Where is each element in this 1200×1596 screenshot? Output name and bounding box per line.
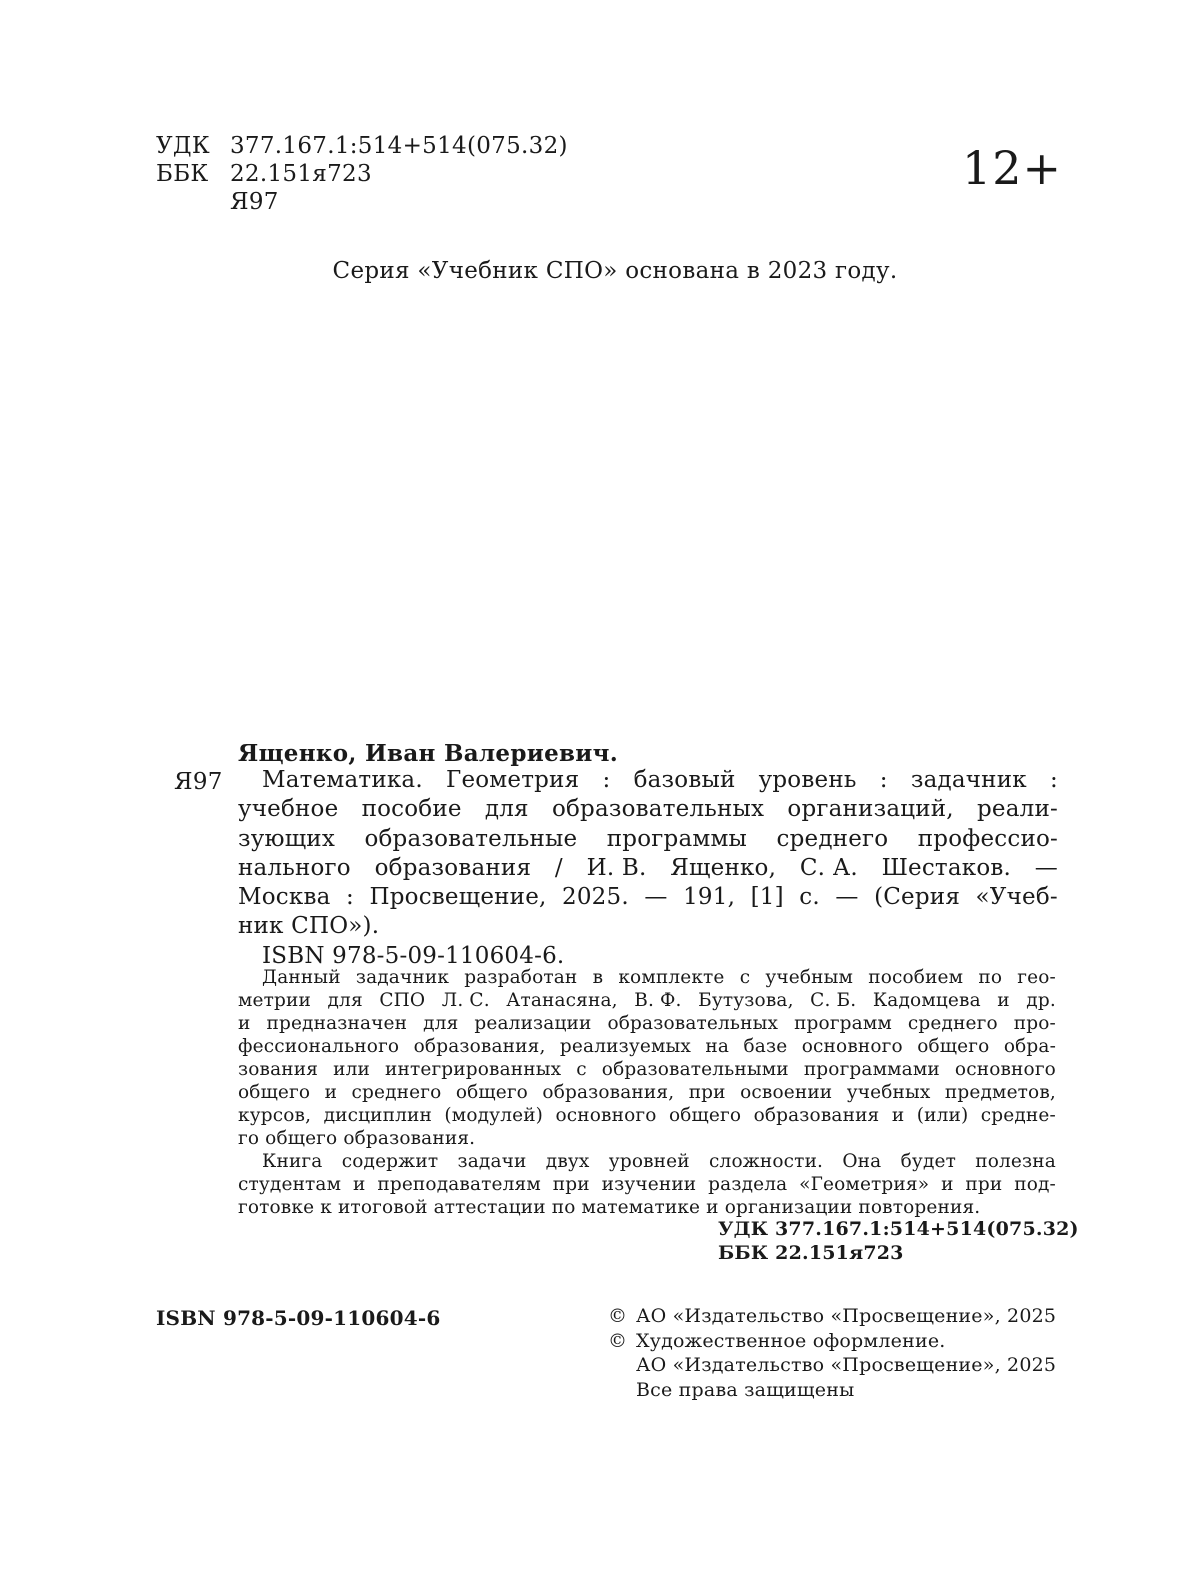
word: С. Б. — [810, 990, 857, 1011]
word: задачи — [457, 1151, 527, 1172]
word: и — [324, 1082, 338, 1103]
copyright-block — [608, 1304, 1056, 1402]
text-line — [238, 1196, 1056, 1219]
word: с — [576, 1059, 587, 1080]
word: уровней — [608, 1151, 690, 1172]
word: под- — [1014, 1174, 1056, 1195]
word: Просвещение, — [369, 884, 547, 911]
word: основного — [801, 1036, 903, 1057]
word: го общего образования. — [238, 1128, 476, 1149]
word: общего — [917, 1036, 990, 1057]
text-line — [238, 1081, 1056, 1104]
word: при — [965, 1174, 1003, 1195]
word: базе — [743, 1036, 788, 1057]
word: «Геометрия» — [799, 1174, 930, 1195]
word: и — [891, 1105, 905, 1126]
word: [1] — [750, 884, 784, 911]
classification-bottom — [718, 1217, 1079, 1265]
word: задачник — [910, 767, 1027, 793]
word: с. — [799, 884, 820, 911]
word: ник СПО»). — [238, 913, 380, 940]
text-line — [238, 966, 1056, 989]
text-line — [238, 1012, 1056, 1035]
word: и — [941, 1174, 954, 1195]
word: среднего — [907, 1013, 998, 1034]
word: основного — [954, 1059, 1056, 1080]
word: и — [353, 1174, 366, 1195]
word: учебное — [238, 796, 339, 823]
word: и — [238, 1013, 251, 1034]
text-line — [238, 1150, 1056, 1173]
word: в — [592, 967, 604, 988]
word: программ — [794, 1013, 892, 1034]
word: учебным — [765, 967, 854, 988]
word: на — [705, 1036, 730, 1057]
text-line — [238, 766, 1058, 795]
copyright-symbol: © — [608, 1305, 628, 1327]
word: образовательные — [364, 825, 578, 852]
text-line — [238, 854, 1058, 883]
word: реали- — [977, 796, 1058, 823]
isbn-bottom: ISBN 978-5-09-110604-6 — [156, 1306, 441, 1330]
word: образования, — [542, 1082, 675, 1103]
word: 191, — [683, 884, 736, 911]
word: по — [978, 967, 1003, 988]
word: : — [1049, 767, 1058, 793]
text-line — [238, 1173, 1056, 1196]
record-author-mark: Я97 — [174, 769, 223, 795]
word: предназначен — [266, 1013, 408, 1034]
record-author: Ященко, Иван Валериевич. — [238, 740, 619, 767]
word: зования — [238, 1059, 319, 1080]
word: общего — [238, 1082, 311, 1103]
word: и — [997, 990, 1010, 1011]
word: двух — [545, 1151, 590, 1172]
word: зующих — [238, 825, 335, 852]
word: учебных — [846, 1082, 931, 1103]
word: нального — [238, 854, 351, 881]
word: полезна — [975, 1151, 1056, 1172]
word: : — [602, 767, 611, 793]
word: среднего — [351, 1082, 442, 1103]
word: или — [333, 1059, 370, 1080]
udc-line — [156, 132, 568, 160]
udc-bottom: УДК 377.167.1:514+514(075.32) — [718, 1218, 1079, 1240]
word: среднего — [776, 825, 889, 852]
word: сложности. — [709, 1151, 824, 1172]
copyright-line-1 — [608, 1304, 1056, 1329]
bbk-bottom: ББК 22.151я723 — [718, 1242, 904, 1264]
word: освоении — [740, 1082, 833, 1103]
text-line — [238, 795, 1058, 824]
word: (модулей) — [444, 1105, 544, 1126]
word: раздела — [708, 1174, 788, 1195]
word: пособием — [868, 967, 964, 988]
word: Геометрия — [446, 767, 580, 793]
series-note: Серия «Учебник СПО» основана в 2023 году. — [332, 258, 898, 284]
word: дисциплин — [323, 1105, 432, 1126]
author-mark-top: Я97 — [230, 189, 279, 215]
word: для — [423, 1013, 459, 1034]
word: для — [327, 990, 363, 1011]
word: пособие — [361, 796, 462, 823]
word: при — [552, 1174, 590, 1195]
word: Математика. — [262, 767, 423, 793]
word: 2025. — [562, 884, 629, 911]
copyright-design: Художественное оформление. — [636, 1329, 946, 1352]
word: Шестаков. — [881, 854, 1012, 881]
word: программами — [803, 1059, 940, 1080]
word: образовательных — [607, 1013, 779, 1034]
word: Книга — [262, 1151, 323, 1172]
word: / — [554, 854, 563, 881]
annotation-paragraph-2 — [238, 1150, 1056, 1219]
copyright-holder: АО «Издательство «Просвещение», 2025 — [636, 1305, 1057, 1327]
text-line — [238, 1127, 1056, 1150]
word: интегрированных — [385, 1059, 562, 1080]
word: организаций, — [787, 796, 954, 823]
bbk-line — [156, 160, 372, 188]
word: реализации — [474, 1013, 592, 1034]
record-description — [238, 766, 1058, 971]
record-lines — [238, 766, 1058, 942]
text-line — [238, 825, 1058, 854]
copyright-line-4: Все права защищены — [636, 1378, 855, 1401]
word: Л. С. — [441, 990, 490, 1011]
word: Бутузова, — [698, 990, 794, 1011]
word: др. — [1026, 990, 1056, 1011]
word: — — [1034, 854, 1058, 881]
word: (Серия — [874, 884, 961, 911]
text-line — [238, 1104, 1056, 1127]
word: — — [835, 884, 859, 911]
word: СПО — [379, 990, 426, 1011]
word: базовый — [633, 767, 736, 793]
word: : — [879, 767, 888, 793]
word: готовке к итоговой аттестации по математике и организации повторения. — [238, 1197, 981, 1218]
word: содержит — [341, 1151, 439, 1172]
text-line — [238, 1035, 1056, 1058]
word: образовательных — [551, 796, 765, 823]
udc-key: УДК — [156, 133, 211, 159]
word: метрии — [238, 990, 311, 1011]
word: образовательными — [601, 1059, 789, 1080]
word: фессионального — [238, 1036, 400, 1057]
text-line — [238, 989, 1056, 1012]
text-line — [238, 912, 1058, 941]
word: Данный — [262, 967, 341, 988]
word: Ященко, — [670, 854, 777, 881]
word: Атанасяна, — [506, 990, 618, 1011]
word: программы — [606, 825, 748, 852]
text-line — [238, 883, 1058, 912]
word: будет — [900, 1151, 956, 1172]
word: средне- — [980, 1105, 1056, 1126]
age-rating: 12+ — [962, 141, 1063, 195]
word: при — [688, 1082, 726, 1103]
word: с — [739, 967, 751, 988]
word: уровень — [758, 767, 857, 793]
bbk-value: 22.151я723 — [230, 161, 372, 187]
word: про- — [1013, 1013, 1056, 1034]
word: общего — [668, 1105, 742, 1126]
word: И. В. — [586, 854, 647, 881]
word: «Учеб- — [975, 884, 1058, 911]
bbk-key: ББК — [156, 161, 209, 187]
word: преподавателям — [377, 1174, 541, 1195]
word: студентам — [238, 1174, 342, 1195]
annotation — [238, 966, 1056, 1219]
word: (или) — [916, 1105, 969, 1126]
word: : — [346, 884, 354, 911]
word: образования, — [413, 1036, 546, 1057]
word: Кадомцева — [872, 990, 981, 1011]
word: изучении — [601, 1174, 697, 1195]
udc-value: 377.167.1:514+514(075.32) — [230, 133, 568, 159]
word: образования — [374, 854, 532, 881]
word: образования — [753, 1105, 880, 1126]
word: Москва — [238, 884, 331, 911]
copyright-line-3: АО «Издательство «Просвещение», 2025 — [636, 1354, 1057, 1376]
annotation-paragraph-1 — [238, 966, 1056, 1150]
word: курсов, — [238, 1105, 312, 1126]
word: для — [484, 796, 529, 823]
word: профессио- — [917, 825, 1058, 852]
word: основного — [555, 1105, 657, 1126]
word: гео- — [1017, 967, 1056, 988]
text-line — [238, 1058, 1056, 1081]
copyright-line-2 — [608, 1329, 1056, 1354]
word: задачник — [355, 967, 450, 988]
word: реализуемых — [559, 1036, 691, 1057]
word: — — [644, 884, 668, 911]
word: Она — [842, 1151, 882, 1172]
word: В. Ф. — [634, 990, 682, 1011]
word: обра- — [1003, 1036, 1056, 1057]
word: общего — [455, 1082, 528, 1103]
copyright-symbol: © — [608, 1329, 628, 1352]
word: С. А. — [799, 854, 858, 881]
word: предметов, — [944, 1082, 1056, 1103]
word: разработан — [464, 967, 578, 988]
word: комплекте — [618, 967, 725, 988]
record-isbn-text: ISBN 978-5-09-110604-6. — [262, 942, 565, 969]
